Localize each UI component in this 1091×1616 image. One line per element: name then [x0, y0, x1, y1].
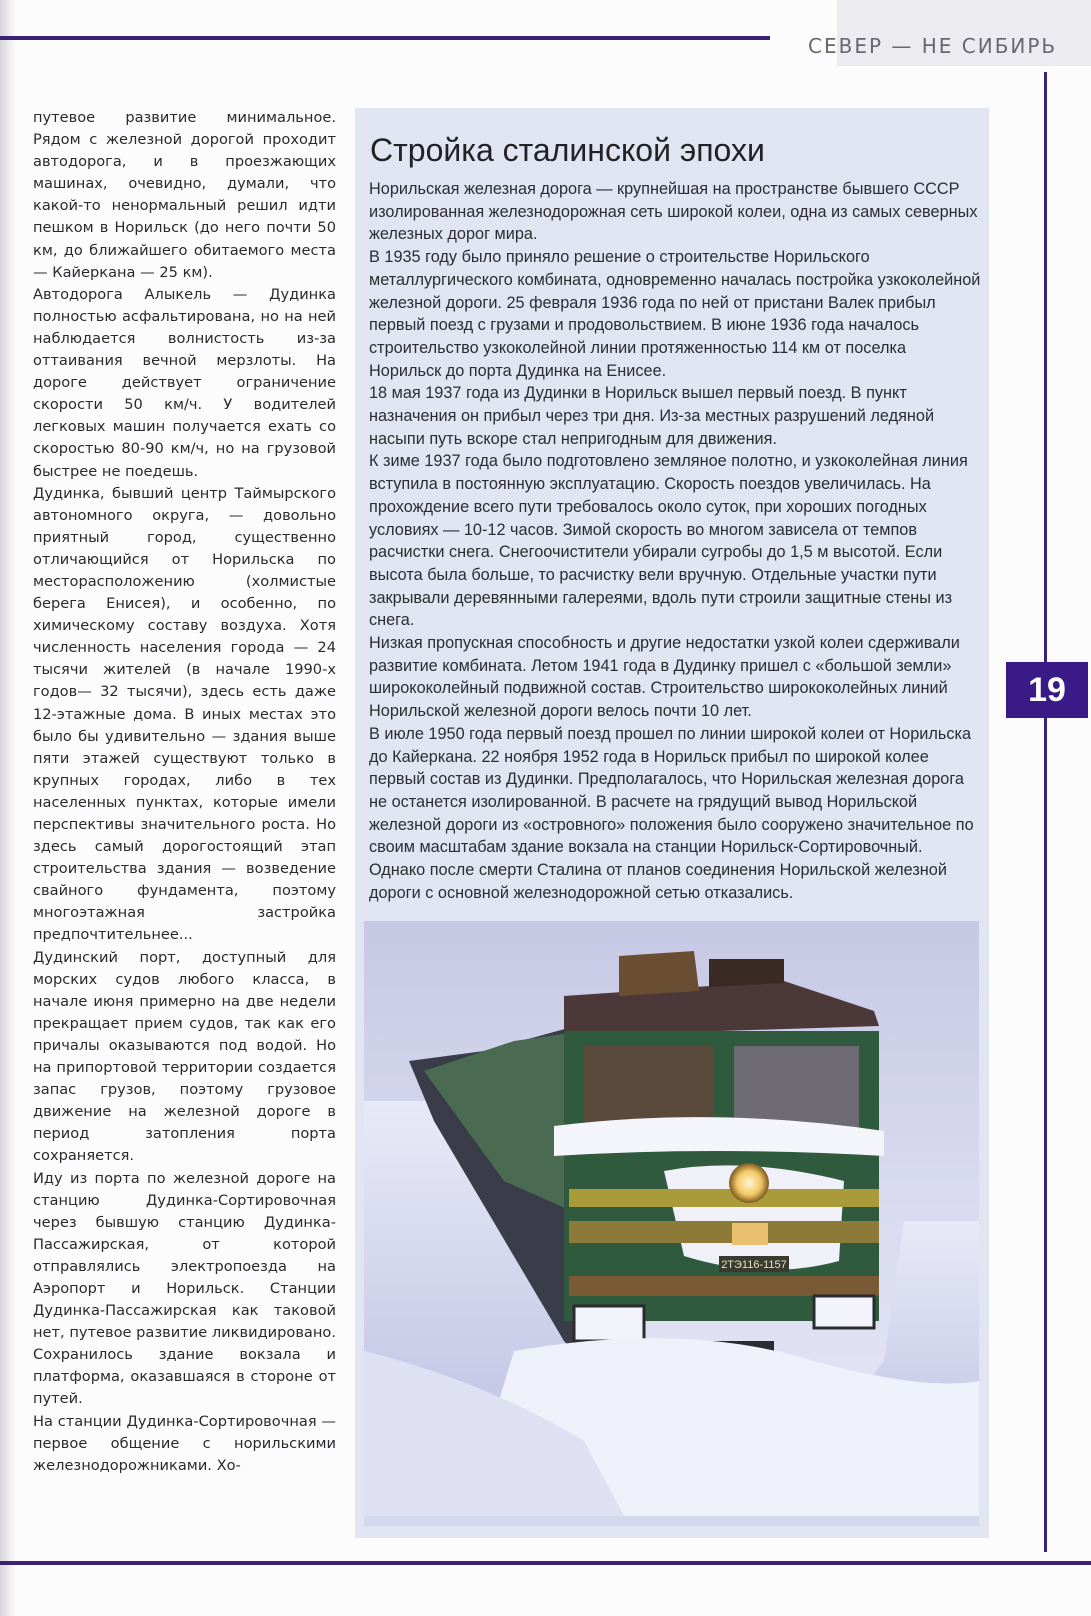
sidebar-paragraph: 18 мая 1937 года из Дудинки в Норильск вышел первый поезд. В пункт назначения он прибыл через три дня. Из-за местных разрушений ледяной насыпи путь вскоре стал непригодным для движения. — [369, 384, 935, 448]
sidebar-paragraph: Низкая пропускная способность и другие недостатки узкой колеи сдерживали развитие комбината. Летом 1941 года в Дудинку пришел с «большой земли» ширококолейный подвижной состав. Строительство ширококолейных линий Норильской железной дороги велось почти 10 лет. — [369, 634, 960, 721]
paragraph: Автодорога Алыкель — Дудинка полностью асфальтирована, но на ней наблюдается волнистость из-за оттаивания вечной мерзлоты. На дороге действует ограничение скорости 50 км/ч. У водителей легковых машин получается ехать со скоростью 80-90 км/ч, но на грузовой быстрее не поедешь. — [33, 285, 336, 480]
paragraph: Дудинский порт, доступный для морских судов любого класса, в начале июня примерно на две недели прекращает прием судов, так как его причалы оказываются под водой. Но на припортовой территории создается запас грузов, поэтому грузовое движение на железной дороге в период затопления порта сохраняется. — [33, 948, 336, 1165]
sidebar-body — [369, 178, 981, 905]
page-number: 19 — [1006, 662, 1088, 718]
caption-strip — [364, 1516, 979, 1526]
sidebar-paragraph: В июле 1950 года первый поезд прошел по линии широкой колеи от Норильска до Кайеркана. 22 ноября 1952 года в Норильск прибыл по широкой колее первый состав из Дудинки. Предполагалось, что Норильская железная дорога не останется изолированной. В расчете на грядущий вывод Норильской железной дороги из «островного» положения было сооружено значительное по своим масштабам здание вокзала на станции Норильск-Сортировочный. Однако после смерти Сталина от планов соединения Норильской железной дороги с основной железнодорожной сетью отказались. — [369, 724, 974, 902]
page-gutter-shade — [0, 0, 16, 1616]
bottom-rule — [0, 1561, 1091, 1565]
paragraph: На станции Дудинка-Сортировочная — первое общение с норильскими железнодорожниками. Хо- — [33, 1412, 336, 1474]
left-column — [33, 107, 336, 1477]
sidebar-title: Стройка сталинской эпохи — [370, 132, 765, 168]
side-rule — [1044, 72, 1047, 1552]
top-rule — [0, 36, 770, 40]
loco-number: 2ТЭ116-1157 — [721, 1259, 787, 1271]
paragraph: путевое развитие минимальное. Рядом с железной дорогой проходит автодорога, и в проезжающих машинах, очевидно, думали, что какой-то ненормальный решил идти пешком в Норильск (до него почти 50 км, до ближайшего обитаемого места — Кайеркана — 25 км). — [33, 109, 336, 281]
snow-locomotive-illustration — [364, 921, 979, 1516]
sidebar-paragraph: К зиме 1937 года было подготовлено земляное полотно, и узкоколейная линия вступила в постоянную эксплуатацию. Скорость поездов увеличилась. На прохождение всего пути требовалось около суток, при хороших погодных условиях — 10-12 часов. Зимой скорость во многом зависела от темпов расчистки снега. Снегоочистители убирали сугробы до 1,5 м высотой. Если высота была больше, то расчистку вели вручную. Отдельные участки пути закрывали деревянными галереями, вдоль пути строили защитные стены из снега. — [369, 452, 968, 630]
sidebar-paragraph: В 1935 году было приняло решение о строительстве Норильского металлургического комбината, одновременно началась постройка узкоколейной железной дороги. 25 февраля 1936 года по ней от пристани Валек прибыл первый поезд с грузами и продовольствием. В июне 1936 года началось строительство узкоколейной линии протяженностью 114 км от поселка Норильск до порта Дудинка на Енисее. — [369, 248, 981, 380]
paragraph: Дудинка, бывший центр Таймырского автономного округа, — довольно приятный город, существенно отличающийся от Норильска по месторасположению (холмистые берега Енисея), и особенно, по химическому составу воздуха. Хотя численность населения города — 24 тысячи жителей (в начале 1990-х годов— 32 тысячи), здесь есть даже 12-этажные дома. В иных местах это было бы удивительно — здания выше пяти этажей существуют только в крупных городах, либо в тех населенных пунктах, которые имели перспективы значительного роста. Но здесь самый дорогостоящий этап строительства здания — возведение свайного фундамента, поэтому многоэтажная застройка предпочтительнее... — [33, 484, 336, 944]
sidebar-paragraph: Норильская железная дорога — крупнейшая на пространстве бывшего СССР изолированная железнодорожная сеть широкой колеи, одна из самых северных железных дорог мира. — [369, 180, 978, 244]
paragraph: Иду из порта по железной дороге на станцию Дудинка-Сортировочная через бывшую станцию Дудинка-Пассажирская, от которой отправлялись электропоезда на Аэропорт и Норильск. Станции Дудинка-Пассажирская как таковой нет, путевое развитие ликвидировано. Сохранилось здание вокзала и платформа, оказавшаяся в стороне от путей. — [33, 1169, 336, 1408]
running-head: СЕВЕР — НЕ СИБИРЬ — [808, 34, 1058, 58]
train-photo — [364, 921, 979, 1516]
